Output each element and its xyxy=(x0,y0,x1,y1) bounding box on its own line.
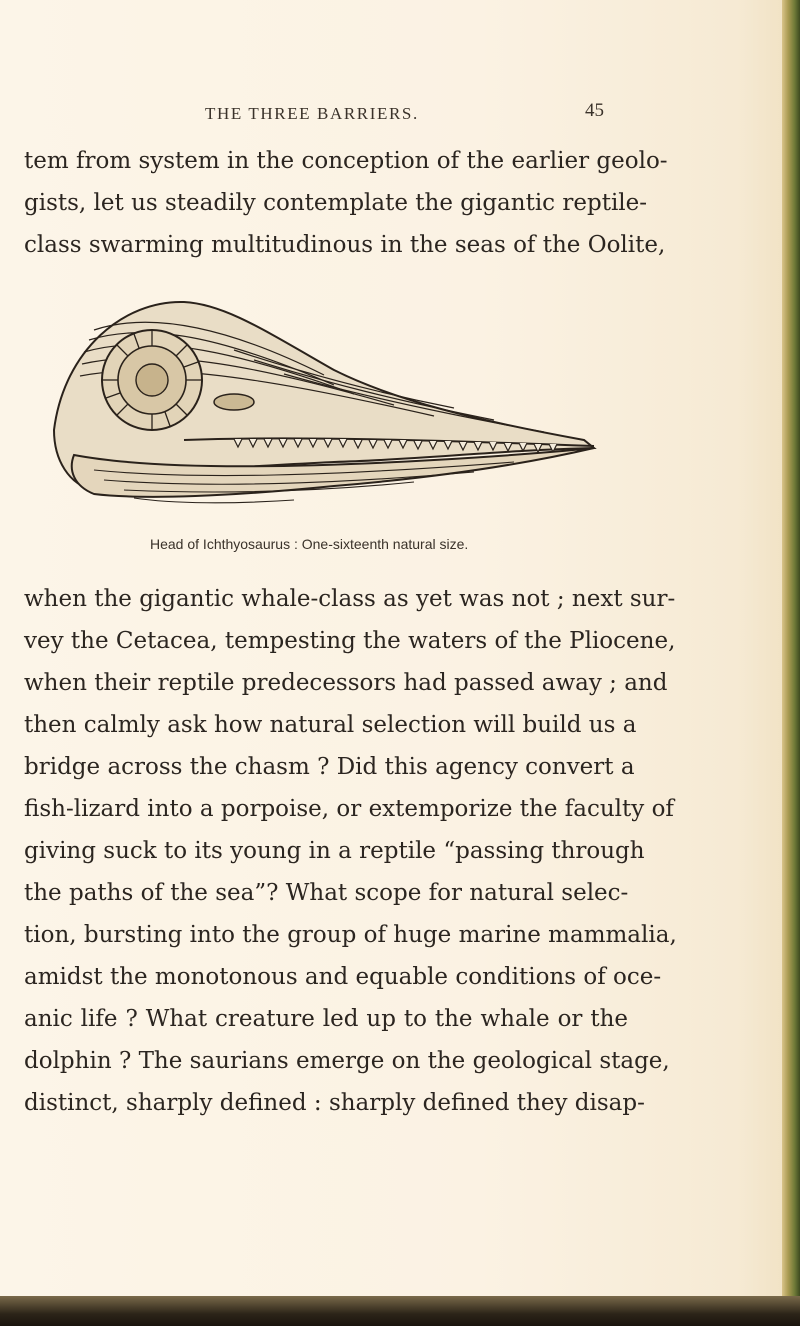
text-line: giving suck to its young in a reptile “passing through xyxy=(24,838,645,864)
eye-orbit xyxy=(102,330,202,430)
text-line: dolphin ? The saurians emerge on the geological stage, xyxy=(24,1048,670,1074)
page-number: 45 xyxy=(585,100,604,121)
text-line: amidst the monotonous and equable conditions of oce- xyxy=(24,964,662,990)
paragraph-top xyxy=(24,140,668,266)
page-bottom-shadow xyxy=(0,1296,800,1326)
text-line: anic life ? What creature led up to the whale or the xyxy=(24,1006,628,1032)
figure-caption: Head of Ichthyosaurus : One-sixteenth natural size. xyxy=(150,536,469,552)
paragraph-bottom xyxy=(24,578,677,1124)
nostril xyxy=(214,394,254,410)
text-line: tem from system in the conception of the earlier geolo- xyxy=(24,148,668,174)
text-line: fish-lizard into a porpoise, or extemporize the faculty of xyxy=(24,796,674,822)
running-head: THE THREE BARRIERS. xyxy=(205,104,419,123)
text-line: when the gigantic whale-class as yet was not ; next sur- xyxy=(24,586,676,612)
text-line: gists, let us steadily contemplate the gigantic reptile- xyxy=(24,190,648,216)
text-line: bridge across the chasm ? Did this agency convert a xyxy=(24,754,635,780)
text-line: the paths of the sea”? What scope for natural selec- xyxy=(24,880,629,906)
text-line: distinct, sharply defined : sharply defined they disap- xyxy=(24,1090,645,1116)
ichthyosaurus-skull-illustration xyxy=(34,290,604,530)
text-line: class swarming multitudinous in the seas of the Oolite, xyxy=(24,232,666,258)
text-line: then calmly ask how natural selection will build us a xyxy=(24,712,637,738)
page-header xyxy=(0,100,800,134)
text-line: tion, bursting into the group of huge marine mammalia, xyxy=(24,922,677,948)
text-line: vey the Cetacea, tempesting the waters of the Pliocene, xyxy=(24,628,676,654)
book-spine-edge xyxy=(782,0,800,1326)
text-line: when their reptile predecessors had passed away ; and xyxy=(24,670,668,696)
